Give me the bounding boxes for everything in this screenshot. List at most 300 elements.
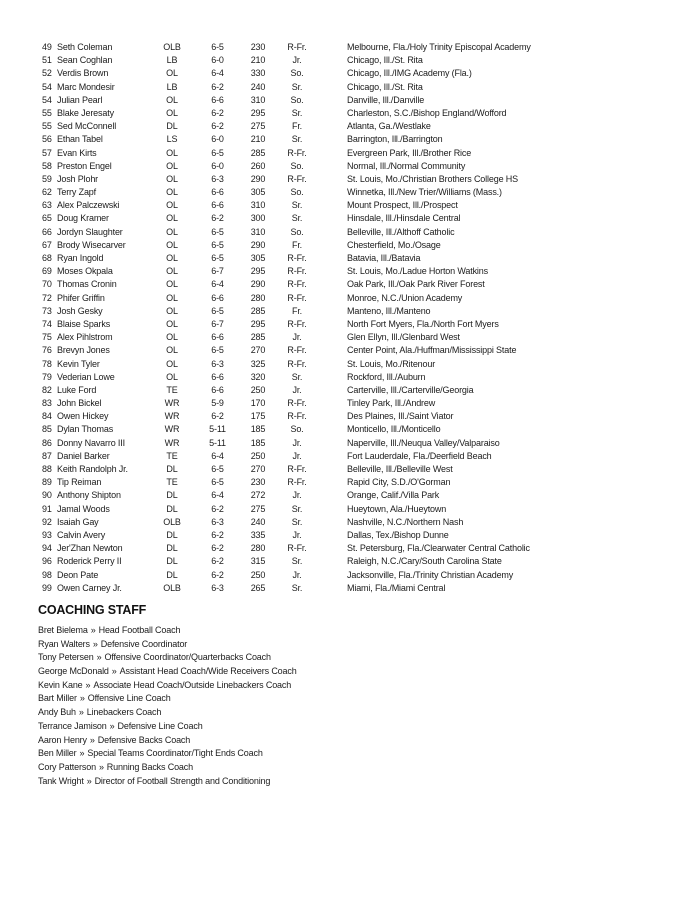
player-class: So. bbox=[290, 424, 304, 435]
player-hometown-school: Melbourne, Fla./Holy Trinity Episcopal Academy bbox=[347, 42, 531, 52]
player-number: 91 bbox=[42, 503, 52, 514]
player-class: Jr. bbox=[292, 332, 302, 343]
player-height: 6-5 bbox=[211, 147, 224, 158]
player-height: 6-2 bbox=[211, 81, 224, 92]
player-name: Daniel Barker bbox=[57, 450, 110, 461]
player-weight: 290 bbox=[250, 239, 266, 250]
player-height: 6-3 bbox=[211, 173, 224, 184]
player-position: TE bbox=[166, 384, 178, 395]
player-number: 74 bbox=[42, 318, 52, 329]
table-row bbox=[0, 107, 700, 120]
player-name: Keith Randolph Jr. bbox=[57, 464, 128, 474]
player-number: 66 bbox=[42, 226, 52, 237]
coach-title: Director of Football Strength and Conditioning bbox=[94, 775, 271, 786]
separator-glyph: » bbox=[86, 775, 92, 786]
player-number: 92 bbox=[42, 516, 52, 527]
coach-name: Bret Bielema bbox=[38, 625, 88, 635]
separator-glyph: » bbox=[109, 720, 115, 731]
player-height: 5-9 bbox=[211, 398, 224, 409]
player-class: R-Fr. bbox=[287, 279, 307, 290]
player-hometown-school: Carterville, Ill./Carterville/Georgia bbox=[347, 384, 474, 395]
player-hometown-school: Fort Lauderdale, Fla./Deerfield Beach bbox=[347, 450, 492, 461]
player-weight: 285 bbox=[250, 332, 266, 343]
table-row bbox=[0, 371, 700, 384]
staff-member-line bbox=[38, 624, 670, 638]
player-name: Brody Wisecarver bbox=[57, 239, 126, 250]
coach-title: Special Teams Coordinator/Tight Ends Coach bbox=[87, 748, 263, 759]
table-row bbox=[0, 318, 700, 331]
player-height: 6-6 bbox=[211, 371, 224, 382]
player-position: DL bbox=[166, 556, 178, 567]
player-number: 98 bbox=[42, 569, 52, 580]
player-hometown-school: Hinsdale, Ill./Hinsdale Central bbox=[347, 213, 461, 224]
player-name: Owen Carney Jr. bbox=[57, 582, 122, 593]
player-name: Sean Coghlan bbox=[57, 55, 113, 66]
player-name: Thomas Cronin bbox=[57, 279, 117, 290]
player-height: 6-5 bbox=[211, 42, 224, 52]
player-hometown-school: Mount Prospect, Ill./Prospect bbox=[347, 200, 458, 211]
player-class: Sr. bbox=[291, 582, 303, 593]
player-number: 65 bbox=[42, 213, 52, 224]
coach-title: Offensive Coordinator/Quarterbacks Coach bbox=[104, 652, 271, 663]
player-hometown-school: Rockford, Ill./Auburn bbox=[347, 371, 426, 382]
player-position: OL bbox=[166, 107, 178, 118]
player-name: Alex Pihlstrom bbox=[57, 332, 113, 343]
player-name: Julian Pearl bbox=[57, 94, 103, 105]
player-class: Sr. bbox=[291, 200, 303, 211]
staff-member-line bbox=[38, 761, 670, 775]
coach-title: Associate Head Coach/Outside Linebackers Coach bbox=[93, 679, 292, 690]
player-position: OL bbox=[166, 147, 178, 158]
player-weight: 325 bbox=[250, 358, 266, 369]
table-row bbox=[0, 186, 700, 199]
player-class: R-Fr. bbox=[287, 318, 307, 329]
player-name: Calvin Avery bbox=[57, 529, 106, 540]
coach-name: Tank Wright bbox=[38, 775, 84, 786]
coach-title: Head Football Coach bbox=[98, 625, 181, 635]
player-height: 6-0 bbox=[211, 160, 224, 171]
player-class: Sr. bbox=[291, 107, 303, 118]
table-row bbox=[0, 489, 700, 502]
player-weight: 230 bbox=[250, 477, 266, 488]
player-position: OL bbox=[166, 213, 178, 224]
player-hometown-school: Rapid City, S.D./O'Gorman bbox=[347, 477, 451, 488]
player-hometown-school: St. Petersburg, Fla./Clearwater Central Catholic bbox=[347, 543, 530, 554]
player-weight: 230 bbox=[250, 42, 266, 52]
player-hometown-school: Monticello, Ill./Monticello bbox=[347, 424, 441, 435]
player-number: 56 bbox=[42, 134, 52, 145]
player-name: Phifer Griffin bbox=[57, 292, 105, 303]
player-hometown-school: St. Louis, Mo./Ritenour bbox=[347, 358, 436, 369]
player-name: Doug Kramer bbox=[57, 213, 109, 224]
player-weight: 295 bbox=[250, 318, 266, 329]
player-height: 6-2 bbox=[211, 556, 224, 567]
player-height: 6-0 bbox=[211, 55, 224, 66]
player-weight: 285 bbox=[250, 305, 266, 316]
separator-glyph: » bbox=[78, 707, 84, 718]
player-name: Verdis Brown bbox=[57, 68, 109, 79]
table-row bbox=[0, 252, 700, 265]
player-number: 54 bbox=[42, 81, 52, 92]
player-weight: 240 bbox=[250, 81, 266, 92]
coach-title: Defensive Backs Coach bbox=[97, 734, 191, 745]
player-number: 85 bbox=[42, 424, 52, 435]
separator-glyph: » bbox=[79, 693, 85, 704]
player-number: 49 bbox=[42, 42, 52, 52]
player-position: OL bbox=[166, 292, 178, 303]
player-hometown-school: Naperville, Ill./Neuqua Valley/Valparaiso bbox=[347, 437, 500, 448]
player-hometown-school: Atlanta, Ga./Westlake bbox=[347, 121, 431, 132]
player-weight: 250 bbox=[250, 384, 266, 395]
table-row bbox=[0, 160, 700, 173]
player-weight: 250 bbox=[250, 450, 266, 461]
staff-member-line bbox=[38, 747, 670, 761]
separator-glyph: » bbox=[98, 761, 104, 772]
player-class: Sr. bbox=[291, 556, 303, 567]
staff-member-line bbox=[38, 679, 670, 693]
player-weight: 300 bbox=[250, 213, 266, 224]
table-row bbox=[0, 41, 700, 54]
player-name: Vederian Lowe bbox=[57, 371, 115, 382]
player-name: Jer'Zhan Newton bbox=[57, 543, 123, 554]
table-row bbox=[0, 239, 700, 252]
player-height: 6-3 bbox=[211, 516, 224, 527]
player-position: OL bbox=[166, 200, 178, 211]
player-weight: 285 bbox=[250, 147, 266, 158]
player-class: So. bbox=[290, 187, 304, 198]
player-number: 72 bbox=[42, 292, 52, 303]
player-weight: 210 bbox=[250, 134, 266, 145]
player-number: 76 bbox=[42, 345, 52, 356]
player-name: Preston Engel bbox=[57, 160, 112, 171]
player-class: Sr. bbox=[291, 371, 303, 382]
player-class: R-Fr. bbox=[287, 543, 307, 554]
player-height: 6-5 bbox=[211, 226, 224, 237]
player-hometown-school: Raleigh, N.C./Cary/South Carolina State bbox=[347, 556, 502, 567]
player-class: R-Fr. bbox=[287, 398, 307, 409]
player-weight: 185 bbox=[250, 437, 266, 448]
player-position: OLB bbox=[163, 582, 181, 593]
table-row bbox=[0, 94, 700, 107]
player-name: Isaiah Gay bbox=[57, 516, 99, 527]
player-height: 6-2 bbox=[211, 121, 224, 132]
player-position: OL bbox=[166, 358, 178, 369]
table-row bbox=[0, 278, 700, 291]
staff-member-line bbox=[38, 651, 670, 665]
player-hometown-school: Danville, Ill./Danville bbox=[347, 94, 425, 105]
table-row bbox=[0, 437, 700, 450]
player-position: WR bbox=[164, 411, 180, 422]
table-row bbox=[0, 305, 700, 318]
staff-member-line bbox=[38, 706, 670, 720]
player-height: 6-7 bbox=[211, 318, 224, 329]
player-name: Blaise Sparks bbox=[57, 318, 111, 329]
player-weight: 295 bbox=[250, 107, 266, 118]
table-row bbox=[0, 265, 700, 278]
player-position: WR bbox=[164, 424, 180, 435]
player-class: So. bbox=[290, 68, 304, 79]
player-number: 78 bbox=[42, 358, 52, 369]
player-number: 79 bbox=[42, 371, 52, 382]
player-position: OL bbox=[166, 253, 178, 263]
coach-title: Linebackers Coach bbox=[86, 707, 162, 718]
player-number: 58 bbox=[42, 160, 52, 171]
player-weight: 175 bbox=[250, 411, 266, 422]
player-hometown-school: St. Louis, Mo./Ladue Horton Watkins bbox=[347, 266, 488, 277]
player-number: 86 bbox=[42, 437, 52, 448]
player-hometown-school: Chicago, Ill./IMG Academy (Fla.) bbox=[347, 68, 472, 79]
player-name: Alex Palczewski bbox=[57, 200, 120, 211]
player-class: R-Fr. bbox=[287, 411, 307, 422]
player-position: OL bbox=[166, 68, 178, 79]
player-height: 6-3 bbox=[211, 358, 224, 369]
player-number: 54 bbox=[42, 94, 52, 105]
player-class: Jr. bbox=[292, 529, 302, 540]
player-weight: 290 bbox=[250, 279, 266, 290]
coach-title: Running Backs Coach bbox=[106, 761, 193, 772]
coach-name: Kevin Kane bbox=[38, 679, 83, 690]
player-hometown-school: Glen Ellyn, Ill./Glenbard West bbox=[347, 332, 460, 343]
table-row bbox=[0, 133, 700, 146]
table-row bbox=[0, 81, 700, 94]
player-name: Tip Reiman bbox=[57, 477, 102, 488]
table-row bbox=[0, 542, 700, 555]
player-weight: 315 bbox=[250, 556, 266, 567]
player-class: So. bbox=[290, 160, 304, 171]
player-height: 6-5 bbox=[211, 345, 224, 356]
player-weight: 280 bbox=[250, 292, 266, 303]
player-hometown-school: Chicago, Ill./St. Rita bbox=[347, 55, 423, 66]
player-hometown-school: Winnetka, Ill./New Trier/Williams (Mass.) bbox=[347, 187, 502, 198]
coach-title: Defensive Coordinator bbox=[100, 638, 188, 649]
player-position: OL bbox=[166, 266, 178, 277]
table-row bbox=[0, 503, 700, 516]
player-class: R-Fr. bbox=[287, 345, 307, 356]
coach-name: Ryan Walters bbox=[38, 638, 90, 649]
player-weight: 185 bbox=[250, 424, 266, 435]
player-weight: 170 bbox=[250, 398, 266, 409]
player-hometown-school: Oak Park, Ill./Oak Park River Forest bbox=[347, 279, 485, 290]
player-hometown-school: Barrington, Ill./Barrington bbox=[347, 134, 443, 145]
table-row bbox=[0, 582, 700, 595]
player-class: Jr. bbox=[292, 569, 302, 580]
player-number: 73 bbox=[42, 305, 52, 316]
coaching-staff-section bbox=[38, 603, 670, 788]
table-row bbox=[0, 463, 700, 476]
player-class: Sr. bbox=[291, 213, 303, 224]
player-position: OL bbox=[166, 226, 178, 237]
player-position: OL bbox=[166, 187, 178, 198]
player-height: 6-4 bbox=[211, 279, 224, 290]
player-name: Dylan Thomas bbox=[57, 424, 114, 435]
player-height: 6-6 bbox=[211, 384, 224, 395]
player-name: Kevin Tyler bbox=[57, 358, 100, 369]
player-name: Sed McConnell bbox=[57, 121, 117, 132]
player-weight: 240 bbox=[250, 516, 266, 527]
player-hometown-school: Jacksonville, Fla./Trinity Christian Academy bbox=[347, 569, 514, 580]
player-position: OL bbox=[166, 371, 178, 382]
player-class: R-Fr. bbox=[287, 358, 307, 369]
player-hometown-school: Tinley Park, Ill./Andrew bbox=[347, 398, 436, 409]
player-number: 55 bbox=[42, 121, 52, 132]
player-number: 69 bbox=[42, 266, 52, 277]
player-name: Donny Navarro III bbox=[57, 437, 125, 448]
table-row bbox=[0, 358, 700, 371]
player-class: R-Fr. bbox=[287, 464, 307, 474]
player-number: 57 bbox=[42, 147, 52, 158]
staff-member-line bbox=[38, 720, 670, 734]
player-weight: 270 bbox=[250, 345, 266, 356]
coach-title: Assistant Head Coach/Wide Receivers Coach bbox=[119, 666, 297, 677]
player-number: 52 bbox=[42, 68, 52, 79]
player-name: Luke Ford bbox=[57, 384, 97, 395]
player-name: Seth Coleman bbox=[57, 42, 113, 52]
player-hometown-school: Chesterfield, Mo./Osage bbox=[347, 239, 441, 250]
player-number: 93 bbox=[42, 529, 52, 540]
separator-glyph: » bbox=[96, 652, 102, 663]
player-weight: 305 bbox=[250, 187, 266, 198]
player-number: 82 bbox=[42, 384, 52, 395]
player-number: 87 bbox=[42, 450, 52, 461]
player-weight: 265 bbox=[250, 582, 266, 593]
table-row bbox=[0, 555, 700, 568]
player-height: 6-2 bbox=[211, 543, 224, 554]
player-hometown-school: Orange, Calif./Villa Park bbox=[347, 490, 440, 501]
player-height: 6-5 bbox=[211, 253, 224, 263]
player-number: 88 bbox=[42, 464, 52, 474]
player-height: 6-2 bbox=[211, 529, 224, 540]
player-class: R-Fr. bbox=[287, 477, 307, 488]
coach-title: Offensive Line Coach bbox=[87, 693, 171, 704]
player-class: R-Fr. bbox=[287, 42, 307, 52]
player-weight: 270 bbox=[250, 464, 266, 474]
table-row bbox=[0, 331, 700, 344]
coach-name: Andy Buh bbox=[38, 707, 76, 718]
player-class: Fr. bbox=[291, 239, 303, 250]
player-hometown-school: Normal, Ill./Normal Community bbox=[347, 160, 466, 171]
player-number: 75 bbox=[42, 332, 52, 343]
coach-name: Cory Patterson bbox=[38, 761, 96, 772]
player-number: 51 bbox=[42, 55, 52, 66]
player-height: 6-6 bbox=[211, 200, 224, 211]
player-number: 83 bbox=[42, 398, 52, 409]
player-position: DL bbox=[166, 569, 178, 580]
player-height: 6-2 bbox=[211, 107, 224, 118]
player-height: 6-6 bbox=[211, 187, 224, 198]
player-number: 68 bbox=[42, 253, 52, 263]
player-height: 6-6 bbox=[211, 94, 224, 105]
player-position: LB bbox=[166, 81, 178, 92]
player-position: OL bbox=[166, 318, 178, 329]
player-class: Sr. bbox=[291, 503, 303, 514]
player-name: Deon Pate bbox=[57, 569, 99, 580]
player-position: OL bbox=[166, 160, 178, 171]
player-position: LB bbox=[166, 55, 178, 66]
player-name: Josh Plohr bbox=[57, 173, 99, 184]
player-height: 6-2 bbox=[211, 411, 224, 422]
player-weight: 330 bbox=[250, 68, 266, 79]
player-position: TE bbox=[166, 477, 178, 488]
player-hometown-school: Nashville, N.C./Northern Nash bbox=[347, 516, 464, 527]
player-hometown-school: Monroe, N.C./Union Academy bbox=[347, 292, 463, 303]
player-number: 84 bbox=[42, 411, 52, 422]
player-position: OL bbox=[166, 279, 178, 290]
player-class: Jr. bbox=[292, 384, 302, 395]
table-row bbox=[0, 292, 700, 305]
player-number: 99 bbox=[42, 582, 52, 593]
player-class: Fr. bbox=[291, 121, 303, 132]
player-hometown-school: Dallas, Tex./Bishop Dunne bbox=[347, 529, 449, 540]
separator-glyph: » bbox=[90, 625, 96, 635]
player-height: 6-3 bbox=[211, 582, 224, 593]
player-position: TE bbox=[166, 450, 178, 461]
coach-title: Defensive Line Coach bbox=[117, 720, 203, 731]
table-row bbox=[0, 226, 700, 239]
table-row bbox=[0, 344, 700, 357]
staff-member-line bbox=[38, 638, 670, 652]
player-class: Jr. bbox=[292, 490, 302, 501]
coaching-staff-heading: COACHING STAFF bbox=[38, 603, 147, 617]
player-class: Jr. bbox=[292, 450, 302, 461]
table-row bbox=[0, 423, 700, 436]
player-name: Ryan Ingold bbox=[57, 253, 104, 263]
coaching-staff-list bbox=[38, 624, 670, 788]
player-hometown-school: Evergreen Park, Ill./Brother Rice bbox=[347, 147, 472, 158]
player-class: So. bbox=[290, 94, 304, 105]
table-row bbox=[0, 529, 700, 542]
coach-name: Ben Miller bbox=[38, 748, 77, 759]
player-weight: 250 bbox=[250, 569, 266, 580]
player-class: Sr. bbox=[291, 81, 303, 92]
player-name: Jordyn Slaughter bbox=[57, 226, 123, 237]
table-row bbox=[0, 569, 700, 582]
player-class: R-Fr. bbox=[287, 147, 307, 158]
staff-member-line bbox=[38, 734, 670, 748]
player-class: R-Fr. bbox=[287, 253, 307, 263]
player-position: LS bbox=[166, 134, 178, 145]
player-hometown-school: Manteno, Ill./Manteno bbox=[347, 305, 431, 316]
player-name: Roderick Perry II bbox=[57, 556, 122, 567]
table-row bbox=[0, 397, 700, 410]
player-class: Fr. bbox=[291, 305, 303, 316]
player-position: DL bbox=[166, 121, 178, 132]
player-name: Ethan Tabel bbox=[57, 134, 103, 145]
player-name: Blake Jeresaty bbox=[57, 107, 114, 118]
player-number: 70 bbox=[42, 279, 52, 290]
player-number: 90 bbox=[42, 490, 52, 501]
player-class: R-Fr. bbox=[287, 173, 307, 184]
player-weight: 295 bbox=[250, 266, 266, 277]
table-row bbox=[0, 450, 700, 463]
player-class: R-Fr. bbox=[287, 292, 307, 303]
player-height: 6-6 bbox=[211, 332, 224, 343]
player-position: OL bbox=[166, 239, 178, 250]
table-row bbox=[0, 120, 700, 133]
player-hometown-school: Hueytown, Ala./Hueytown bbox=[347, 503, 447, 514]
player-hometown-school: Des Plaines, Ill./Saint Viator bbox=[347, 411, 454, 422]
player-height: 6-2 bbox=[211, 213, 224, 224]
table-row bbox=[0, 384, 700, 397]
player-class: Sr. bbox=[291, 516, 303, 527]
player-hometown-school: North Fort Myers, Fla./North Fort Myers bbox=[347, 318, 499, 329]
player-hometown-school: Center Point, Ala./Huffman/Mississippi State bbox=[347, 345, 517, 356]
separator-glyph: » bbox=[89, 734, 95, 745]
player-weight: 280 bbox=[250, 543, 266, 554]
player-class: Jr. bbox=[292, 55, 302, 66]
player-height: 6-5 bbox=[211, 477, 224, 488]
separator-glyph: » bbox=[111, 666, 117, 677]
player-height: 6-4 bbox=[211, 450, 224, 461]
